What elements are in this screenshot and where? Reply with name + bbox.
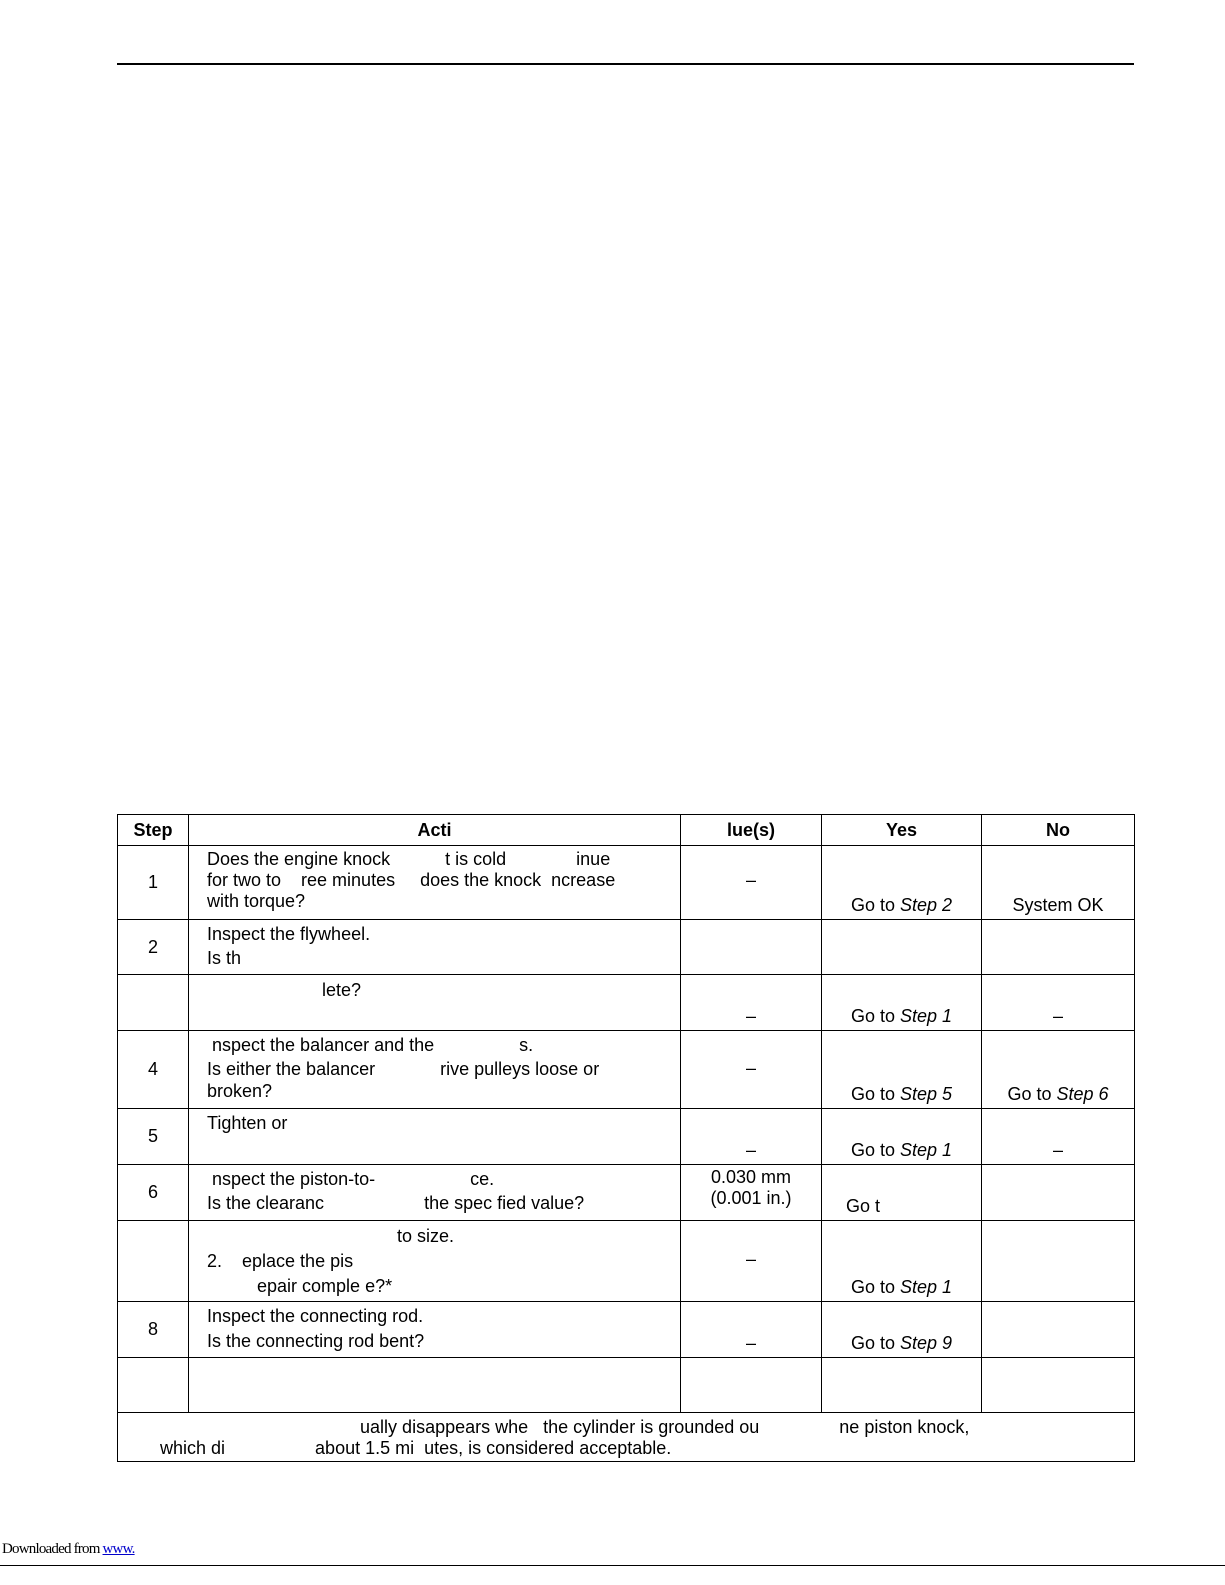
value-line: 0.030 mm [710, 1167, 792, 1187]
step-cell: 2 [118, 920, 189, 975]
action-cell [189, 920, 681, 975]
action-cell [189, 1221, 681, 1302]
value-cell [681, 1031, 822, 1109]
value-cell [681, 1165, 822, 1221]
value-text: – [745, 870, 756, 890]
table-row [118, 1302, 1135, 1358]
no-text: – [1052, 1140, 1063, 1160]
value-text: – [745, 1058, 756, 1078]
value-text: – [745, 1006, 756, 1026]
action-line: nspect the piston-to- ce. [207, 1169, 495, 1189]
yes-cell [822, 1109, 982, 1165]
step-cell: 1 [118, 846, 189, 920]
no-cell [982, 1109, 1135, 1165]
action-line: Is either the balancer rive pulleys loose or [207, 1059, 600, 1079]
action-line: for two to ree minutes does the knock ncrease [207, 870, 616, 890]
yes-cell [822, 846, 982, 920]
no-cell [982, 1165, 1135, 1221]
footer-prefix: Downloaded from [2, 1541, 103, 1557]
action-line: with torque? [207, 891, 306, 911]
action-line: nspect the balancer and the s. [207, 1035, 534, 1055]
yes-cell [822, 1031, 982, 1109]
value-line: (0.001 in.) [710, 1188, 792, 1208]
action-cell [189, 1031, 681, 1109]
action-line: Inspect the connecting rod. [207, 1306, 424, 1326]
yes-text: Go to Step 9 [850, 1333, 953, 1353]
header-no: No [982, 815, 1135, 846]
step-cell [118, 975, 189, 1031]
value-cell [681, 1358, 822, 1413]
no-cell [982, 1221, 1135, 1302]
action-line: Is the connecting rod bent? [207, 1331, 425, 1351]
action-cell [189, 1302, 681, 1358]
table-header-row [118, 815, 1135, 846]
action-cell [189, 846, 681, 920]
yes-text: Go to Step 1 [850, 1140, 953, 1160]
table-row [118, 846, 1135, 920]
no-cell [982, 846, 1135, 920]
table-row [118, 920, 1135, 975]
table-row [118, 1031, 1135, 1109]
footnote-cell [118, 1413, 1135, 1462]
value-cell [681, 1109, 822, 1165]
value-cell [681, 920, 822, 975]
yes-text: Go to Step 2 [850, 895, 953, 915]
action-cell [189, 1358, 681, 1413]
no-cell [982, 1302, 1135, 1358]
footer-rule [0, 1565, 1225, 1566]
action-line: Does the engine knock t is cold inue [207, 849, 611, 869]
no-cell [982, 920, 1135, 975]
step-cell [118, 1358, 189, 1413]
table-row [118, 1165, 1135, 1221]
action-line: Is th [207, 948, 242, 968]
action-line: 2. eplace the pis [207, 1251, 354, 1271]
no-cell [982, 1358, 1135, 1413]
step-cell: 5 [118, 1109, 189, 1165]
table-row [118, 975, 1135, 1031]
yes-text: Go to Step 1 [850, 1277, 953, 1297]
yes-cell [822, 920, 982, 975]
yes-text: Go t [846, 1196, 881, 1216]
no-text: System OK [1012, 895, 1104, 915]
diagnostic-table [117, 814, 1135, 1462]
value-text: – [745, 1333, 756, 1353]
step-cell: 8 [118, 1302, 189, 1358]
table-row [118, 1358, 1135, 1413]
yes-cell [822, 1358, 982, 1413]
no-cell [982, 975, 1135, 1031]
value-text: – [745, 1140, 756, 1160]
footnote-line: ually disappears whe the cylinder is grounded ou ne piston knock, [160, 1417, 970, 1437]
yes-text: Go to Step 5 [850, 1084, 953, 1104]
step-cell: 4 [118, 1031, 189, 1109]
table-row [118, 1109, 1135, 1165]
action-line: to size. [207, 1226, 455, 1246]
no-text: – [1052, 1006, 1063, 1026]
header-rule [117, 63, 1134, 65]
action-line: Is the clearanc the spec fied value? [207, 1193, 585, 1213]
value-cell [681, 975, 822, 1031]
footnote-line: which di about 1.5 mi utes, is considered acceptable. [160, 1438, 672, 1458]
table-row [118, 1221, 1135, 1302]
header-step: Step [118, 815, 189, 846]
no-cell [982, 1031, 1135, 1109]
action-cell [189, 975, 681, 1031]
action-line: broken? [207, 1081, 273, 1101]
action-line: Inspect the flywheel. [207, 924, 371, 944]
header-action: Acti [189, 815, 681, 846]
yes-text: Go to Step 1 [850, 1006, 953, 1026]
action-line: epair comple e?* [207, 1276, 393, 1296]
header-values: lue(s) [681, 815, 822, 846]
action-cell [189, 1165, 681, 1221]
yes-cell [822, 975, 982, 1031]
footnote-row [118, 1413, 1135, 1462]
value-cell [681, 846, 822, 920]
yes-cell [822, 1165, 982, 1221]
action-cell [189, 1109, 681, 1165]
value-text: – [745, 1249, 756, 1269]
yes-cell [822, 1302, 982, 1358]
step-cell: 6 [118, 1165, 189, 1221]
action-line: Tighten or [207, 1113, 288, 1133]
step-cell [118, 1221, 189, 1302]
yes-cell [822, 1221, 982, 1302]
footer-link[interactable]: www. [102, 1541, 135, 1557]
value-cell [681, 1221, 822, 1302]
header-yes: Yes [822, 815, 982, 846]
download-footer [2, 1541, 135, 1558]
action-line: lete? [207, 980, 362, 1000]
value-cell [681, 1302, 822, 1358]
no-text: Go to Step 6 [1007, 1084, 1109, 1104]
